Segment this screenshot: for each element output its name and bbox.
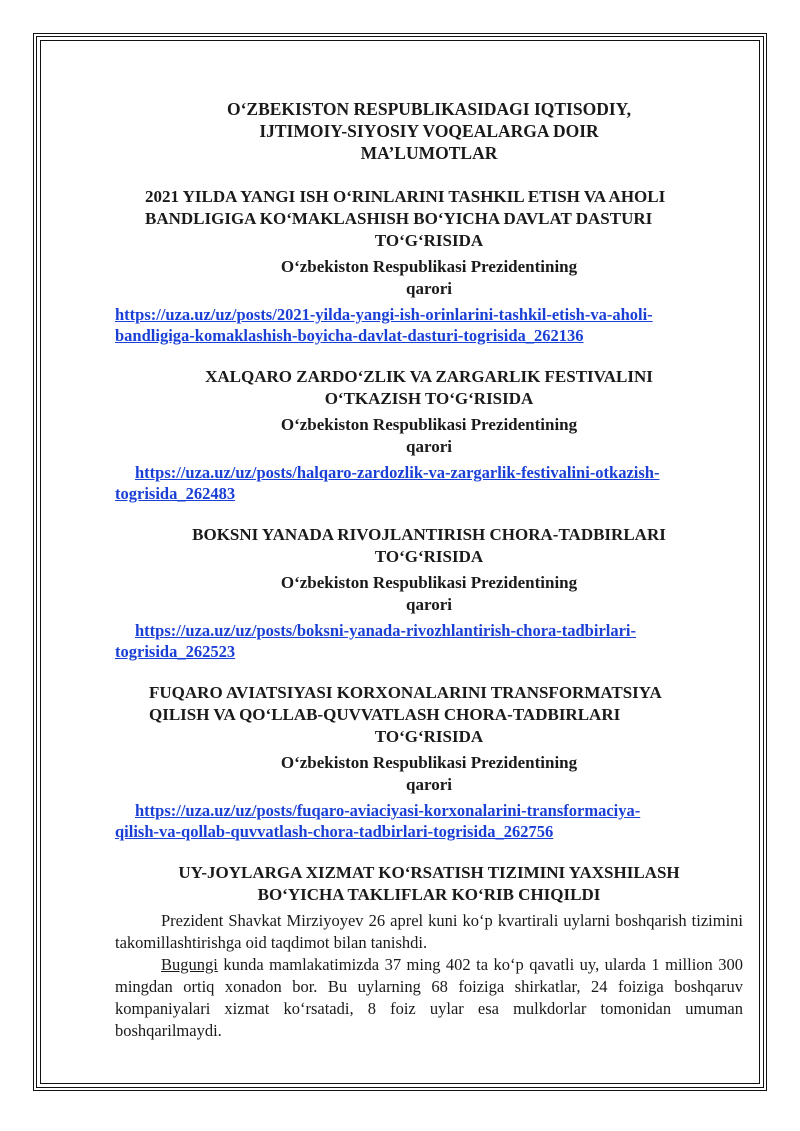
link-line[interactable]: https://uza.uz/uz/posts/fuqaro-aviaciyasi-korxonalarini-transformaciya-	[135, 801, 641, 820]
article-paragraph	[115, 954, 743, 1042]
decree-title	[115, 682, 743, 748]
source-line: O‘zbekiston Respublikasi Prezidentining	[280, 415, 578, 434]
source-line: O‘zbekiston Respublikasi Prezidentining	[280, 257, 578, 276]
header-line: O‘ZBEKISTON RESPUBLIKASIDAGI IQTISODIY,	[226, 99, 632, 119]
decree-link[interactable]	[115, 620, 743, 662]
document-content	[115, 98, 743, 1042]
decree-link[interactable]	[115, 304, 743, 346]
source-line: O‘zbekiston Respublikasi Prezidentining	[280, 753, 578, 772]
decree-source	[115, 256, 743, 300]
title-line: XALQARO ZARDO‘ZLIK VA ZARGARLIK FESTIVALINI	[205, 367, 653, 386]
link-line[interactable]: togrisida_262523	[115, 642, 236, 661]
link-line[interactable]: https://uza.uz/uz/posts/2021-yilda-yangi-ish-orinlarini-tashkil-etish-va-aholi-	[115, 305, 653, 324]
document-header	[115, 98, 743, 164]
source-line: qarori	[406, 595, 452, 614]
title-line: 2021 YILDA YANGI ISH O‘RINLARINI TASHKIL ETISH VA AHOLI	[145, 187, 666, 206]
decree-source	[115, 572, 743, 616]
title-line: QILISH VA QO‘LLAB-QUVVATLASH CHORA-TADBIRLARI	[149, 705, 621, 724]
decree-link[interactable]	[115, 462, 743, 504]
link-line[interactable]: https://uza.uz/uz/posts/boksni-yanada-rivozhlantirish-chora-tadbirlari-	[135, 621, 637, 640]
decree-title	[115, 524, 743, 568]
title-line: TO‘G‘RISIDA	[374, 547, 484, 566]
article-paragraph: Prezident Shavkat Mirziyoyev 26 aprel kuni ko‘p kvartirali uylarni boshqarish tizimini takomillashtirishga oid taqdimot bilan tanishdi.	[115, 911, 743, 952]
decree-title	[115, 186, 743, 252]
source-line: qarori	[406, 279, 452, 298]
decree-link[interactable]	[115, 800, 743, 842]
article-title	[115, 862, 743, 906]
title-line: BANDLIGIGA KO‘MAKLASHISH BO‘YICHA DAVLAT DASTURI	[145, 209, 653, 228]
decree-source	[115, 752, 743, 796]
underlined-word: Bugungi	[161, 955, 218, 974]
title-line: TO‘G‘RISIDA	[374, 727, 484, 746]
decree-section	[115, 524, 743, 662]
news-article	[115, 862, 743, 1042]
decree-source	[115, 414, 743, 458]
header-line: MA’LUMOTLAR	[360, 143, 498, 163]
source-line: qarori	[406, 437, 452, 456]
decree-section	[115, 366, 743, 504]
title-line: UY-JOYLARGA XIZMAT KO‘RSATISH TIZIMINI YAXSHILASH	[178, 863, 680, 882]
link-line[interactable]: togrisida_262483	[115, 484, 236, 503]
title-line: O‘TKAZISH TO‘G‘RISIDA	[324, 389, 534, 408]
title-line: BO‘YICHA TAKLIFLAR KO‘RIB CHIQILDI	[257, 885, 601, 904]
header-line: IJTIMOIY-SIYOSIY VOQEALARGA DOIR	[259, 121, 599, 141]
title-line: FUQARO AVIATSIYASI KORXONALARINI TRANSFORMATSIYA	[149, 683, 662, 702]
link-line[interactable]: qilish-va-qollab-quvvatlash-chora-tadbirlari-togrisida_262756	[115, 822, 554, 841]
paragraph-text: kunda mamlakatimizda 37 ming 402 ta ko‘p qavatli uy, ularda 1 million 300 mingdan ortiq xonadon bor. Bu uylarning 68 foiziga shirkatlar, 24 foiziga boshqaruv kompaniyalari xizmat ko‘rsatadi, 8 foiz uylar esa mulkdorlar tomonidan umuman boshqarilmaydi.	[115, 955, 744, 1040]
link-line[interactable]: https://uza.uz/uz/posts/halqaro-zardozlik-va-zargarlik-festivalini-otkazish-	[135, 463, 660, 482]
source-line: O‘zbekiston Respublikasi Prezidentining	[280, 573, 578, 592]
source-line: qarori	[406, 775, 452, 794]
decree-title	[115, 366, 743, 410]
link-line[interactable]: bandligiga-komaklashish-boyicha-davlat-dasturi-togrisida_262136	[115, 326, 584, 345]
decree-section	[115, 186, 743, 346]
title-line: BOKSNI YANADA RIVOJLANTIRISH CHORA-TADBIRLARI	[192, 525, 666, 544]
decree-section	[115, 682, 743, 842]
title-line: TO‘G‘RISIDA	[374, 231, 484, 250]
